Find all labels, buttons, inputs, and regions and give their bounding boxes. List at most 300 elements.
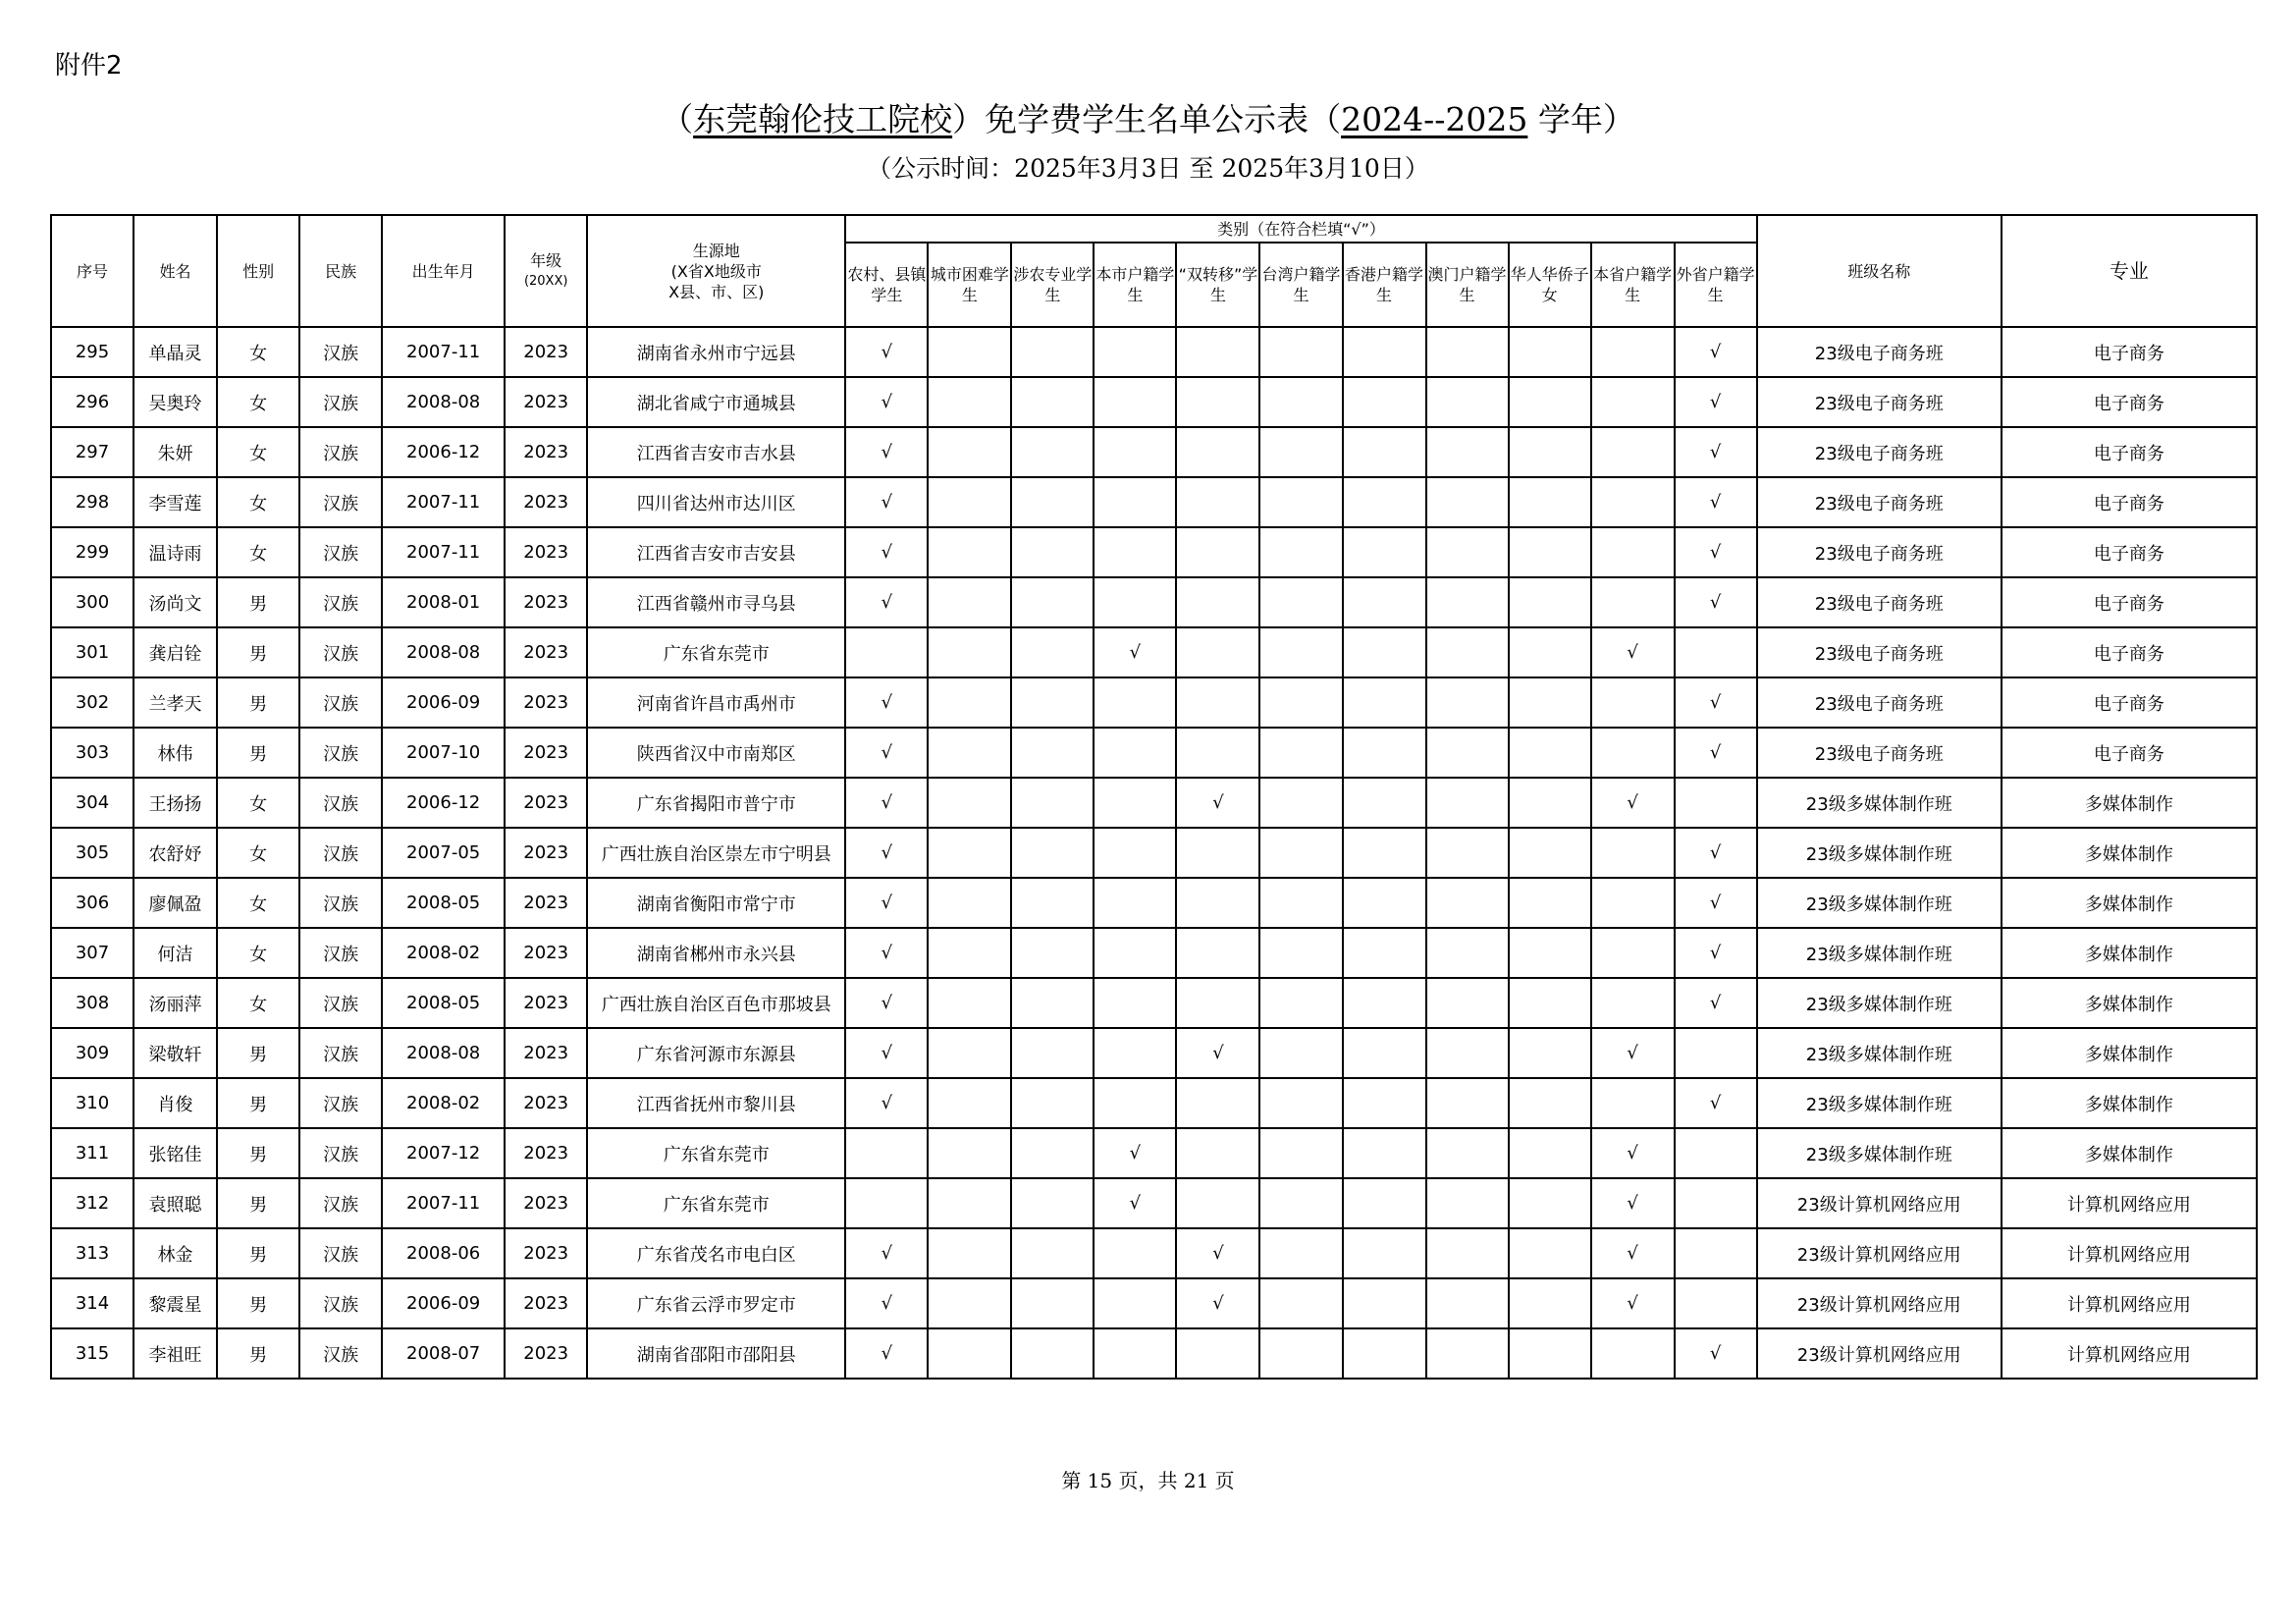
table-row <box>51 677 2257 728</box>
cell-category <box>1094 978 1176 1028</box>
table-row <box>51 377 2257 427</box>
check-mark: √ <box>1591 1128 1675 1178</box>
cell-category <box>1343 627 1426 677</box>
cell-category <box>1094 778 1176 828</box>
page-title <box>0 94 2296 140</box>
cell-category <box>1259 1328 1342 1379</box>
check-mark: √ <box>1591 1178 1675 1228</box>
cell-category <box>928 677 1011 728</box>
cell-seq: 315 <box>51 1328 133 1379</box>
cell-major: 多媒体制作 <box>2002 828 2257 878</box>
table-row <box>51 728 2257 778</box>
cell-origin: 广东省河源市东源县 <box>587 1028 845 1078</box>
cell-category <box>1343 477 1426 527</box>
cell-seq: 311 <box>51 1128 133 1178</box>
cell-origin: 江西省抚州市黎川县 <box>587 1078 845 1128</box>
cell-name: 吴奥玲 <box>133 377 217 427</box>
cell-seq: 314 <box>51 1278 133 1328</box>
cell-category <box>1675 1028 1757 1078</box>
cell-category <box>928 1178 1011 1228</box>
cell-gender: 女 <box>217 327 299 377</box>
cell-major: 电子商务 <box>2002 327 2257 377</box>
cell-category <box>1426 377 1509 427</box>
cell-seq: 300 <box>51 577 133 627</box>
cell-major: 计算机网络应用 <box>2002 1178 2257 1228</box>
cell-ethnicity: 汉族 <box>299 1328 382 1379</box>
cell-grade: 2023 <box>505 828 587 878</box>
cell-grade: 2023 <box>505 1328 587 1379</box>
cell-category <box>1509 1278 1591 1328</box>
cell-ethnicity: 汉族 <box>299 1128 382 1178</box>
check-mark: √ <box>1591 1278 1675 1328</box>
check-mark: √ <box>1675 677 1757 728</box>
check-mark: √ <box>845 1028 928 1078</box>
cell-ethnicity: 汉族 <box>299 477 382 527</box>
check-mark: √ <box>1176 778 1259 828</box>
check-mark: √ <box>1675 327 1757 377</box>
cell-category <box>845 627 928 677</box>
cell-category <box>1094 377 1176 427</box>
cell-birth: 2007-11 <box>382 1178 505 1228</box>
cell-origin: 湖南省邵阳市邵阳县 <box>587 1328 845 1379</box>
cell-category <box>1426 677 1509 728</box>
cell-category <box>928 477 1011 527</box>
cell-birth: 2008-02 <box>382 1078 505 1128</box>
cell-ethnicity: 汉族 <box>299 928 382 978</box>
cell-category <box>1509 677 1591 728</box>
check-mark: √ <box>845 427 928 477</box>
cell-category <box>1426 1328 1509 1379</box>
header-category: 本市户籍学生 <box>1094 243 1176 327</box>
check-mark: √ <box>845 477 928 527</box>
cell-origin: 江西省吉安市吉水县 <box>587 427 845 477</box>
check-mark: √ <box>845 1228 928 1278</box>
cell-birth: 2008-08 <box>382 627 505 677</box>
check-mark: √ <box>1176 1228 1259 1278</box>
cell-name: 林伟 <box>133 728 217 778</box>
cell-category <box>845 1178 928 1228</box>
cell-category <box>1509 1178 1591 1228</box>
cell-name: 王扬扬 <box>133 778 217 828</box>
cell-category <box>928 878 1011 928</box>
cell-seq: 303 <box>51 728 133 778</box>
cell-birth: 2008-05 <box>382 878 505 928</box>
cell-birth: 2006-09 <box>382 1278 505 1328</box>
cell-category <box>1259 577 1342 627</box>
cell-gender: 女 <box>217 828 299 878</box>
table-row <box>51 1278 2257 1328</box>
cell-category <box>1509 427 1591 477</box>
cell-grade: 2023 <box>505 928 587 978</box>
cell-category <box>1591 527 1675 577</box>
header-origin-label: 生源地 <box>692 241 740 260</box>
check-mark: √ <box>1675 878 1757 928</box>
table-row <box>51 1328 2257 1379</box>
header-category: 农村、县镇学生 <box>845 243 928 327</box>
cell-birth: 2007-11 <box>382 477 505 527</box>
cell-class-name: 23级多媒体制作班 <box>1757 878 2002 928</box>
header-gender: 性别 <box>217 215 299 327</box>
attachment-label: 附件2 <box>55 51 123 81</box>
cell-category <box>1343 577 1426 627</box>
cell-category <box>1011 828 1094 878</box>
cell-category <box>1675 627 1757 677</box>
table-row <box>51 1128 2257 1178</box>
cell-class-name: 23级多媒体制作班 <box>1757 1078 2002 1128</box>
cell-name: 汤丽萍 <box>133 978 217 1028</box>
cell-ethnicity: 汉族 <box>299 728 382 778</box>
cell-category <box>1094 1228 1176 1278</box>
cell-gender: 男 <box>217 1228 299 1278</box>
cell-category <box>1176 1128 1259 1178</box>
check-mark: √ <box>1591 627 1675 677</box>
cell-gender: 男 <box>217 577 299 627</box>
header-category: 本省户籍学生 <box>1591 243 1675 327</box>
check-mark: √ <box>1675 978 1757 1028</box>
cell-ethnicity: 汉族 <box>299 677 382 728</box>
cell-grade: 2023 <box>505 427 587 477</box>
table-row <box>51 778 2257 828</box>
cell-seq: 295 <box>51 327 133 377</box>
header-birth: 出生年月 <box>382 215 505 327</box>
header-category-group: 类别（在符合栏填“√”） <box>845 215 1756 243</box>
check-mark: √ <box>1675 577 1757 627</box>
cell-grade: 2023 <box>505 1228 587 1278</box>
table-row <box>51 878 2257 928</box>
cell-grade: 2023 <box>505 577 587 627</box>
cell-grade: 2023 <box>505 527 587 577</box>
cell-category <box>1259 377 1342 427</box>
cell-name: 廖佩盈 <box>133 878 217 928</box>
cell-class-name: 23级多媒体制作班 <box>1757 928 2002 978</box>
cell-category <box>1426 527 1509 577</box>
header-major: 专业 <box>2002 215 2257 327</box>
title-prefix: （ <box>661 100 694 138</box>
cell-ethnicity: 汉族 <box>299 1078 382 1128</box>
cell-class-name: 23级电子商务班 <box>1757 527 2002 577</box>
cell-category <box>1011 978 1094 1028</box>
cell-category <box>928 928 1011 978</box>
cell-category <box>1591 728 1675 778</box>
cell-category <box>1176 477 1259 527</box>
cell-category <box>1591 878 1675 928</box>
table-row <box>51 577 2257 627</box>
header-grade <box>505 215 587 327</box>
cell-category <box>1259 427 1342 477</box>
check-mark: √ <box>1675 1078 1757 1128</box>
cell-major: 电子商务 <box>2002 477 2257 527</box>
cell-origin: 湖南省衡阳市常宁市 <box>587 878 845 928</box>
header-category: “双转移”学生 <box>1176 243 1259 327</box>
cell-category <box>928 377 1011 427</box>
cell-category <box>1343 1328 1426 1379</box>
cell-major: 多媒体制作 <box>2002 1028 2257 1078</box>
cell-category <box>1176 677 1259 728</box>
cell-major: 电子商务 <box>2002 728 2257 778</box>
cell-origin: 陕西省汉中市南郑区 <box>587 728 845 778</box>
cell-seq: 306 <box>51 878 133 928</box>
cell-name: 兰孝天 <box>133 677 217 728</box>
header-category: 涉农专业学生 <box>1011 243 1094 327</box>
cell-category <box>1675 1278 1757 1328</box>
cell-origin: 江西省赣州市寻乌县 <box>587 577 845 627</box>
check-mark: √ <box>845 377 928 427</box>
check-mark: √ <box>845 828 928 878</box>
cell-category <box>1094 828 1176 878</box>
cell-class-name: 23级电子商务班 <box>1757 627 2002 677</box>
cell-seq: 298 <box>51 477 133 527</box>
cell-category <box>1426 878 1509 928</box>
cell-category <box>1094 1328 1176 1379</box>
cell-major: 电子商务 <box>2002 577 2257 627</box>
cell-category <box>1259 1178 1342 1228</box>
title-school: 东莞翰伦技工院校 <box>693 100 953 138</box>
cell-grade: 2023 <box>505 477 587 527</box>
cell-category <box>1011 427 1094 477</box>
cell-category <box>928 1228 1011 1278</box>
cell-category <box>1675 1178 1757 1228</box>
cell-category <box>1094 427 1176 477</box>
header-category: 台湾户籍学生 <box>1259 243 1342 327</box>
header-grade-label: 年级 <box>530 251 562 270</box>
cell-seq: 310 <box>51 1078 133 1128</box>
cell-category <box>1259 878 1342 928</box>
cell-category <box>928 527 1011 577</box>
cell-name: 龚启铨 <box>133 627 217 677</box>
cell-grade: 2023 <box>505 978 587 1028</box>
cell-category <box>1426 928 1509 978</box>
check-mark: √ <box>1675 477 1757 527</box>
cell-category <box>1509 1028 1591 1078</box>
cell-category <box>1259 1078 1342 1128</box>
table-row <box>51 1078 2257 1128</box>
cell-category <box>1011 1178 1094 1228</box>
cell-category <box>1259 978 1342 1028</box>
cell-gender: 男 <box>217 1178 299 1228</box>
cell-class-name: 23级多媒体制作班 <box>1757 1028 2002 1078</box>
cell-category <box>1426 728 1509 778</box>
cell-category <box>1259 1128 1342 1178</box>
cell-birth: 2008-02 <box>382 928 505 978</box>
cell-birth: 2008-05 <box>382 978 505 1028</box>
cell-category <box>1259 928 1342 978</box>
cell-birth: 2007-10 <box>382 728 505 778</box>
cell-origin: 广西壮族自治区百色市那坡县 <box>587 978 845 1028</box>
cell-gender: 女 <box>217 878 299 928</box>
cell-major: 多媒体制作 <box>2002 928 2257 978</box>
cell-gender: 男 <box>217 1028 299 1078</box>
check-mark: √ <box>845 878 928 928</box>
table-row <box>51 527 2257 577</box>
cell-category <box>928 728 1011 778</box>
cell-major: 计算机网络应用 <box>2002 1228 2257 1278</box>
cell-ethnicity: 汉族 <box>299 627 382 677</box>
cell-category <box>1176 1328 1259 1379</box>
header-category: 城市困难学生 <box>928 243 1011 327</box>
cell-name: 李祖旺 <box>133 1328 217 1379</box>
check-mark: √ <box>845 677 928 728</box>
cell-major: 电子商务 <box>2002 427 2257 477</box>
header-category: 华人华侨子女 <box>1509 243 1591 327</box>
cell-class-name: 23级电子商务班 <box>1757 577 2002 627</box>
cell-category <box>1509 828 1591 878</box>
cell-category <box>1591 928 1675 978</box>
table-row <box>51 1178 2257 1228</box>
cell-seq: 296 <box>51 377 133 427</box>
check-mark: √ <box>1176 1278 1259 1328</box>
cell-category <box>928 627 1011 677</box>
header-category: 香港户籍学生 <box>1343 243 1426 327</box>
cell-category <box>1426 778 1509 828</box>
header-class-name: 班级名称 <box>1757 215 2002 327</box>
cell-ethnicity: 汉族 <box>299 577 382 627</box>
cell-category <box>1176 1178 1259 1228</box>
cell-category <box>1259 1228 1342 1278</box>
cell-birth: 2008-07 <box>382 1328 505 1379</box>
cell-major: 电子商务 <box>2002 627 2257 677</box>
table-row <box>51 828 2257 878</box>
cell-category <box>1011 677 1094 728</box>
cell-birth: 2007-11 <box>382 327 505 377</box>
cell-category <box>845 1128 928 1178</box>
cell-gender: 女 <box>217 427 299 477</box>
check-mark: √ <box>1675 1328 1757 1379</box>
cell-name: 李雪莲 <box>133 477 217 527</box>
cell-category <box>1094 577 1176 627</box>
cell-origin: 广西壮族自治区崇左市宁明县 <box>587 828 845 878</box>
cell-class-name: 23级多媒体制作班 <box>1757 978 2002 1028</box>
cell-origin: 广东省东莞市 <box>587 1178 845 1228</box>
cell-birth: 2007-05 <box>382 828 505 878</box>
cell-gender: 女 <box>217 527 299 577</box>
cell-category <box>1176 928 1259 978</box>
cell-category <box>1509 928 1591 978</box>
cell-gender: 女 <box>217 928 299 978</box>
cell-origin: 广东省东莞市 <box>587 1128 845 1178</box>
cell-category <box>1259 778 1342 828</box>
cell-category <box>1011 527 1094 577</box>
cell-category <box>1011 1078 1094 1128</box>
cell-category <box>1343 728 1426 778</box>
cell-category <box>1176 327 1259 377</box>
cell-category <box>1509 377 1591 427</box>
cell-gender: 女 <box>217 477 299 527</box>
cell-origin: 湖南省郴州市永兴县 <box>587 928 845 978</box>
cell-category <box>1011 1028 1094 1078</box>
table-row <box>51 427 2257 477</box>
cell-gender: 男 <box>217 677 299 728</box>
cell-category <box>1591 327 1675 377</box>
cell-category <box>1011 1128 1094 1178</box>
cell-category <box>1343 327 1426 377</box>
cell-major: 计算机网络应用 <box>2002 1278 2257 1328</box>
cell-category <box>1094 1028 1176 1078</box>
cell-category <box>1011 1328 1094 1379</box>
title-suffix: 学年） <box>1527 100 1635 138</box>
cell-category <box>1094 728 1176 778</box>
cell-grade: 2023 <box>505 627 587 677</box>
cell-category <box>1011 377 1094 427</box>
cell-gender: 男 <box>217 728 299 778</box>
cell-name: 林金 <box>133 1228 217 1278</box>
cell-category <box>1094 928 1176 978</box>
cell-category <box>1675 1128 1757 1178</box>
cell-class-name: 23级多媒体制作班 <box>1757 828 2002 878</box>
check-mark: √ <box>845 978 928 1028</box>
check-mark: √ <box>845 728 928 778</box>
cell-class-name: 23级电子商务班 <box>1757 728 2002 778</box>
cell-category <box>1591 677 1675 728</box>
cell-seq: 313 <box>51 1228 133 1278</box>
cell-name: 黎震星 <box>133 1278 217 1328</box>
cell-category <box>1011 728 1094 778</box>
check-mark: √ <box>1675 427 1757 477</box>
cell-category <box>1259 327 1342 377</box>
page-footer: 第 15 页，共 21 页 <box>1061 1469 1235 1492</box>
cell-category <box>1259 1278 1342 1328</box>
cell-class-name: 23级电子商务班 <box>1757 327 2002 377</box>
cell-category <box>1176 1078 1259 1128</box>
cell-origin: 江西省吉安市吉安县 <box>587 527 845 577</box>
cell-class-name: 23级电子商务班 <box>1757 477 2002 527</box>
cell-category <box>1509 778 1591 828</box>
cell-gender: 女 <box>217 978 299 1028</box>
cell-gender: 男 <box>217 1078 299 1128</box>
cell-category <box>1426 1028 1509 1078</box>
cell-class-name: 23级多媒体制作班 <box>1757 778 2002 828</box>
cell-category <box>1591 377 1675 427</box>
cell-ethnicity: 汉族 <box>299 978 382 1028</box>
cell-category <box>928 1328 1011 1379</box>
check-mark: √ <box>845 1278 928 1328</box>
cell-category <box>1176 978 1259 1028</box>
cell-origin: 河南省许昌市禹州市 <box>587 677 845 728</box>
cell-birth: 2008-08 <box>382 1028 505 1078</box>
header-name: 姓名 <box>133 215 217 327</box>
cell-gender: 男 <box>217 1328 299 1379</box>
cell-ethnicity: 汉族 <box>299 878 382 928</box>
cell-category <box>1176 627 1259 677</box>
cell-grade: 2023 <box>505 377 587 427</box>
cell-grade: 2023 <box>505 1028 587 1078</box>
cell-category <box>1426 828 1509 878</box>
cell-seq: 302 <box>51 677 133 728</box>
cell-category <box>1426 327 1509 377</box>
cell-category <box>1259 677 1342 728</box>
cell-gender: 男 <box>217 1128 299 1178</box>
cell-ethnicity: 汉族 <box>299 327 382 377</box>
cell-category <box>1011 928 1094 978</box>
cell-major: 多媒体制作 <box>2002 1128 2257 1178</box>
table-row <box>51 627 2257 677</box>
cell-category <box>1011 878 1094 928</box>
cell-category <box>1426 1078 1509 1128</box>
cell-category <box>1176 728 1259 778</box>
cell-ethnicity: 汉族 <box>299 1028 382 1078</box>
check-mark: √ <box>1675 828 1757 878</box>
cell-name: 何洁 <box>133 928 217 978</box>
cell-category <box>928 327 1011 377</box>
cell-major: 计算机网络应用 <box>2002 1328 2257 1379</box>
cell-category <box>1426 1178 1509 1228</box>
cell-origin: 广东省茂名市电白区 <box>587 1228 845 1278</box>
cell-category <box>1094 527 1176 577</box>
cell-category <box>1259 828 1342 878</box>
title-middle: ）免学费学生名单公示表（ <box>952 100 1342 138</box>
cell-category <box>1343 677 1426 728</box>
header-origin-sub1: (X省X地级市 <box>670 261 762 281</box>
cell-category <box>1259 728 1342 778</box>
